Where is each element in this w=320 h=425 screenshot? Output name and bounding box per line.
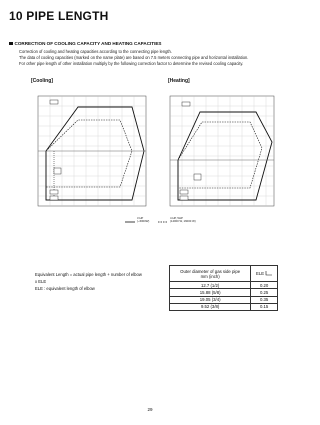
table-row bbox=[170, 303, 278, 310]
solid-line-legend-icon bbox=[125, 219, 135, 225]
legend-item-2 bbox=[170, 217, 196, 224]
paragraph-line-2: The data of cooling capacities (marked on the name plate) are based on 7.5 meters connecting pipe and horizontal installation. bbox=[19, 55, 249, 60]
heating-chart bbox=[156, 92, 278, 210]
square-bullet-icon bbox=[9, 42, 13, 46]
ele-table-diameter-cell: 9.52 (3/8) bbox=[170, 303, 251, 310]
section-heading-text: CORRECTION OF COOLING CAPACITY AND HEATING CAPACITIES bbox=[14, 41, 162, 46]
ele-table-ele-cell: 0.25 bbox=[251, 289, 278, 296]
legend-item-2-line1: 4 HP, 5HP bbox=[170, 216, 183, 220]
ele-table-diameter-cell: 12.7 (1/2) bbox=[170, 282, 251, 289]
paragraph-line-1: Correction of cooling and heating capacities according to the connecting pipe length. bbox=[19, 49, 172, 54]
ele-table-diameter-cell: 15.88 (5/8) bbox=[170, 289, 251, 296]
legend-item-1 bbox=[137, 217, 149, 224]
ele-table-header-ele bbox=[251, 266, 278, 282]
legend-item-2-line2: (14000 W, 16000 W) bbox=[170, 219, 196, 224]
ele-table bbox=[169, 265, 278, 311]
ele-table-header-ele-text: ELE bbox=[255, 270, 265, 276]
legend-item-1-line2: (~6000W) bbox=[137, 219, 150, 224]
ele-table-ele-cell: 0.15 bbox=[251, 303, 278, 310]
cooling-chart bbox=[20, 92, 150, 210]
cooling-chart-label: [Cooling] bbox=[31, 78, 53, 84]
table-row bbox=[170, 296, 278, 303]
page-title: 10 PIPE LENGTH bbox=[9, 9, 109, 23]
paragraph-line-3: For other pipe length of other installation multiply by the following correction factor to determine the revised cooling capacity. bbox=[19, 61, 244, 66]
table-row bbox=[170, 289, 278, 296]
equivalent-length-line-3: ELE : equivalent length of elbow bbox=[35, 286, 95, 291]
equivalent-length-line-1: Equivalent Length = actual pipe length + number of elbow bbox=[35, 272, 142, 277]
heating-chart-label: [Heating] bbox=[168, 78, 190, 84]
ele-table-header-diameter-line1: Outer diameter of gas side pipe bbox=[180, 268, 241, 274]
ele-table-ele-cell: 0.35 bbox=[251, 296, 278, 303]
dashed-line-legend-icon bbox=[158, 219, 168, 225]
ele-table-header-diameter bbox=[170, 266, 251, 282]
section-heading bbox=[9, 41, 162, 46]
ele-table-ele-cell: 0.20 bbox=[251, 282, 278, 289]
ele-table-header-diameter-line2: mm (inch) bbox=[200, 273, 220, 279]
legend-item-1-line1: 3 HP bbox=[137, 216, 144, 220]
ele-table-diameter-cell: 19.05 (3/4) bbox=[170, 296, 251, 303]
equivalent-length-line-2: x ELE bbox=[35, 279, 47, 284]
elbow-icon bbox=[265, 271, 272, 276]
table-row bbox=[170, 282, 278, 289]
ele-table-header bbox=[170, 266, 278, 282]
page-number: 29 bbox=[147, 407, 153, 412]
